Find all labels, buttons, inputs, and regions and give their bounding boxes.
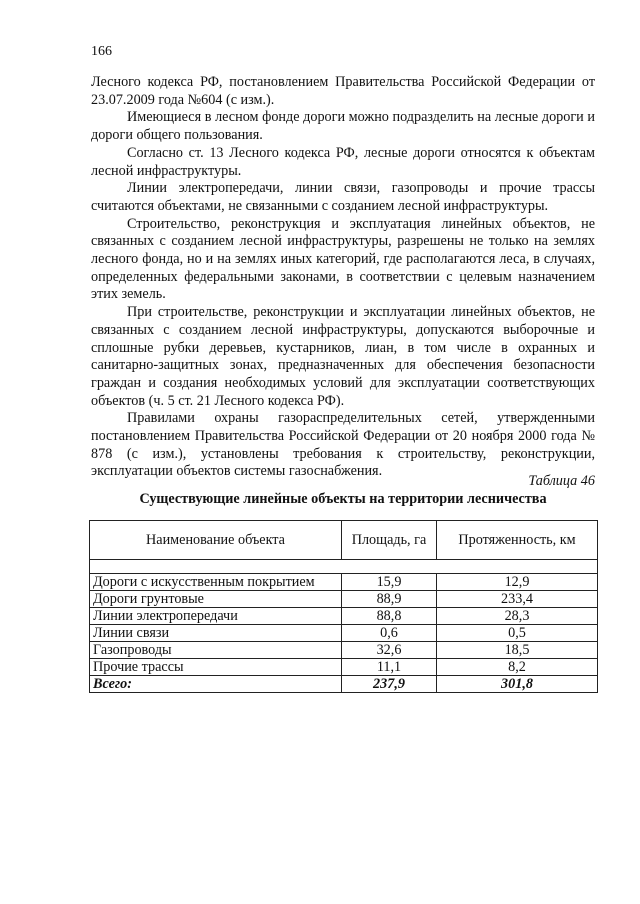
text-line: от 23.07.2009 года №604 (с изм.). bbox=[91, 74, 596, 108]
paragraph-4 bbox=[91, 180, 595, 215]
table-row bbox=[90, 591, 598, 608]
table-row bbox=[90, 625, 598, 642]
header-object-name: Наименование объекта bbox=[90, 521, 342, 560]
text-line: и сплошные рубки деревьев, кустарников, лиан, в том числе в охранных и bbox=[91, 321, 596, 356]
table-row bbox=[90, 642, 598, 659]
text-line: санитарно-защитных зонах, предназначенных для обеспечения безопасности bbox=[91, 357, 595, 374]
text-line: леса, в случаях, определенных федеральными законами, в соответствии с bbox=[91, 251, 595, 285]
text-line: дороги и дороги общего пользования. bbox=[91, 109, 595, 144]
text-line: считаются объектами, не связанными с созданием лесной инфраструктуры. bbox=[91, 197, 549, 214]
paragraph-3 bbox=[91, 145, 595, 180]
paragraph-2 bbox=[91, 109, 595, 144]
cell-length: 8,2 bbox=[437, 659, 598, 676]
text-line: граждан и создания необходимых условий для эксплуатации bbox=[91, 374, 480, 391]
cell-object-name: Дороги грунтовые bbox=[90, 591, 342, 608]
text-line: целевым назначением этих земель. bbox=[91, 268, 596, 303]
page-number: 166 bbox=[91, 44, 112, 59]
cell-length: 18,5 bbox=[437, 642, 598, 659]
cell-object-name: Линии связи bbox=[90, 625, 342, 642]
cell-length: 0,5 bbox=[437, 625, 598, 642]
cell-area: 88,8 bbox=[342, 608, 437, 625]
text-line: Строительство, реконструкция и эксплуатация линейных объектов, не bbox=[127, 215, 595, 232]
table-row bbox=[90, 659, 598, 676]
text-line: года № 878 (с изм.), установлены требования к строительству, bbox=[91, 428, 596, 462]
paragraph-5 bbox=[91, 216, 595, 305]
cell-length: 12,9 bbox=[437, 574, 598, 591]
cell-object-name: Дороги с искусственным покрытием bbox=[90, 574, 342, 591]
table-header-row bbox=[90, 521, 598, 560]
text-line: Лесного кодекса РФ, постановлением Правительства Российской Федерации bbox=[91, 74, 576, 90]
text-line: Имеющиеся в лесном фонде дороги можно подразделить на лесные bbox=[127, 109, 539, 126]
table-row bbox=[90, 574, 598, 591]
header-length: Протяженность, км bbox=[437, 521, 598, 560]
paragraph-6 bbox=[91, 304, 595, 410]
table-row bbox=[90, 608, 598, 625]
text-line: При строительстве, реконструкции и эксплуатации линейных объектов, bbox=[127, 304, 576, 321]
table-title: Существующие линейные объекты на территории лесничества bbox=[139, 491, 547, 507]
cell-total-length: 301,8 bbox=[437, 676, 598, 693]
header-area: Площадь, га bbox=[342, 521, 437, 560]
cell-length: 28,3 bbox=[437, 608, 598, 625]
text-line: Правилами охраны газораспределительных сетей, утвержденными bbox=[127, 410, 595, 427]
text-line: Линии электропередачи, линии связи, газопроводы и прочие трассы bbox=[127, 180, 595, 197]
cell-length: 233,4 bbox=[437, 591, 598, 608]
table-spacer-row bbox=[90, 560, 598, 574]
paragraph-7 bbox=[91, 410, 595, 481]
cell-area: 0,6 bbox=[342, 625, 437, 642]
body-text bbox=[91, 74, 595, 481]
linear-objects-table bbox=[89, 520, 598, 693]
table-total-row bbox=[90, 676, 598, 693]
text-line: объектам лесной инфраструктуры. bbox=[91, 144, 596, 179]
paragraph-1 bbox=[91, 74, 595, 109]
cell-object-name: Прочие трассы bbox=[90, 659, 342, 676]
cell-total-area: 237,9 bbox=[342, 676, 437, 693]
text-line: связанных с созданием лесной инфраструктуры, разрешены не только на bbox=[91, 233, 548, 250]
text-line: соответствующих объектов (ч. 5 ст. 21 Лесного кодекса РФ). bbox=[91, 374, 595, 409]
text-line: постановлением Правительства Российской Федерации от 20 ноября 2000 bbox=[91, 428, 547, 445]
cell-area: 88,9 bbox=[342, 591, 437, 608]
text-line: не связанных с созданием лесной инфраструктуры, допускаются выборочные bbox=[91, 304, 595, 338]
cell-object-name: Линии электропередачи bbox=[90, 608, 342, 625]
text-line: землях лесного фонда, но и на землях иных категорий, где располагаются bbox=[91, 233, 595, 268]
table-caption: Таблица 46 bbox=[528, 473, 595, 489]
cell-area: 32,6 bbox=[342, 642, 437, 659]
cell-total-label: Всего: bbox=[90, 676, 342, 693]
text-line: Согласно ст. 13 Лесного кодекса РФ, лесные дороги относятся к bbox=[127, 144, 534, 161]
cell-area: 15,9 bbox=[342, 574, 437, 591]
cell-area: 11,1 bbox=[342, 659, 437, 676]
cell-object-name: Газопроводы bbox=[90, 642, 342, 659]
text-line: реконструкции, эксплуатации объектов системы газоснабжения. bbox=[91, 445, 596, 480]
